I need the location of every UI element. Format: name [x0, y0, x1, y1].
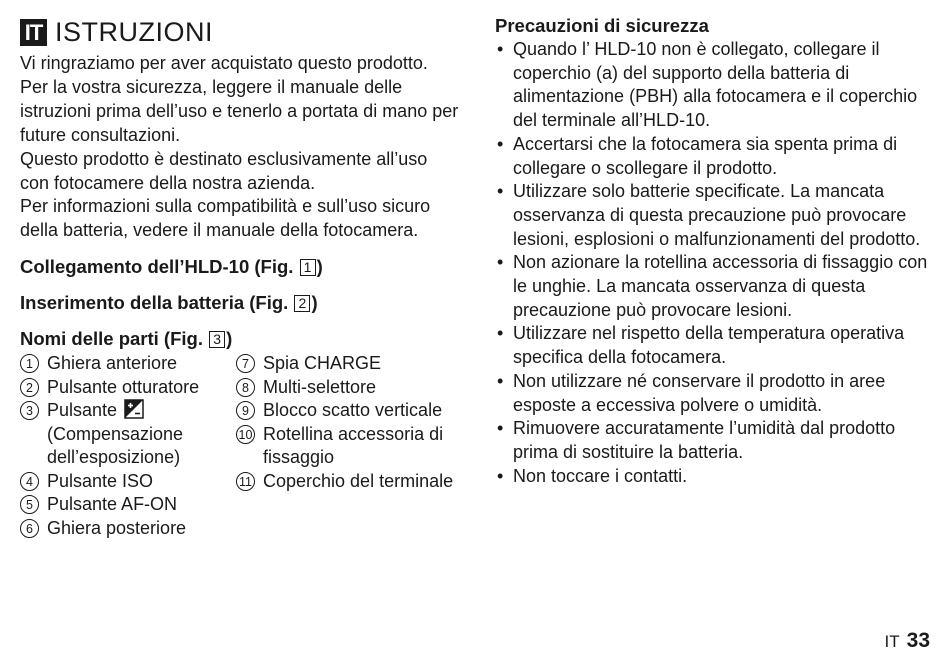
safety-item: • Utilizzare solo batterie specificate. La mancata osservanza di questa precauzione può provocare lesioni, esplosioni o malfunzionamenti del prodotto. — [495, 180, 935, 251]
intro-text — [20, 52, 460, 243]
safety-item: • Quando l’ HLD-10 non è collegato, collegare il coperchio (a) del supporto della batteria di alimentazione (PBH) alla fotocamera e il coperchio del terminale all’HLD-10. — [495, 38, 935, 133]
safety-item: • Non toccare i contatti. — [495, 465, 935, 489]
part-number: 6 — [20, 519, 39, 538]
part-item — [20, 517, 235, 541]
figure-ref-box: 3 — [209, 331, 225, 348]
part-label: Pulsante otturatore — [47, 376, 200, 397]
part-item — [236, 399, 466, 423]
part-label: Pulsante — [47, 400, 118, 421]
safety-item: • Non utilizzare né conservare il prodotto in aree esposte a eccessiva polvere o umidità. — [495, 370, 935, 417]
page-title: ISTRUZIONI — [55, 16, 213, 47]
exposure-compensation-icon — [124, 399, 144, 419]
page-number-value: 33 — [906, 629, 930, 652]
parts-column-left — [20, 352, 235, 540]
page-number — [885, 629, 930, 653]
part-number: 7 — [236, 354, 255, 373]
section-heading-safety: Precauzioni di sicurezza — [495, 15, 709, 36]
part-number: 8 — [236, 378, 255, 397]
part-label: Pulsante ISO — [47, 470, 154, 491]
figure-ref-box: 1 — [300, 259, 316, 276]
part-item — [236, 423, 466, 470]
page-lang: IT — [884, 632, 900, 651]
part-number: 2 — [20, 378, 39, 397]
part-number: 3 — [20, 401, 39, 420]
safety-list — [495, 38, 935, 488]
safety-item: • Accertarsi che la fotocamera sia spenta prima di collegare o scollegare il prodotto. — [495, 133, 935, 180]
part-number: 5 — [20, 495, 39, 514]
title-row — [20, 14, 460, 50]
figure-ref-box: 2 — [294, 295, 310, 312]
part-item — [20, 399, 235, 470]
part-label: Coperchio del terminale — [263, 470, 454, 491]
intro-paragraph: Questo prodotto è destinato esclusivamente all’uso con fotocamere della nostra azienda. — [20, 148, 428, 193]
parts-list — [20, 352, 460, 552]
part-label: Multi-selettore — [263, 376, 377, 397]
part-number: 10 — [236, 425, 255, 444]
part-number: 4 — [20, 472, 39, 491]
part-item — [236, 376, 466, 400]
part-item — [20, 376, 235, 400]
left-column — [20, 14, 460, 552]
safety-item: • Non azionare la rotellina accessoria di fissaggio con le unghie. La mancata osservanza di questa precauzione può provocare lesioni. — [495, 251, 935, 322]
part-label: Ghiera anteriore — [47, 353, 178, 374]
intro-paragraph: Vi ringraziamo per aver acquistato questo prodotto. Per la vostra sicurezza, leggere il manuale delle istruzioni prima dell’uso e tenerlo a portata di mano per future consultazioni. — [20, 53, 459, 145]
right-column — [495, 14, 935, 488]
section-heading-connection: Collegamento dell’HLD-10 (Fig. 1 ) — [20, 256, 323, 278]
part-label-note: (Compensazione dell’esposizione) — [47, 423, 184, 468]
part-item — [20, 493, 235, 517]
part-label: Rotellina accessoria di fissaggio — [263, 423, 444, 468]
part-label: Ghiera posteriore — [47, 517, 187, 538]
part-label: Pulsante AF-ON — [47, 494, 178, 515]
part-label: Blocco scatto verticale — [263, 400, 443, 421]
part-item — [20, 352, 235, 376]
section-heading-battery: Inserimento della batteria (Fig. 2 ) — [20, 292, 318, 314]
language-badge: IT — [20, 19, 47, 46]
intro-paragraph: Per informazioni sulla compatibilità e sull’uso sicuro della batteria, vedere il manuale della fotocamera. — [20, 196, 431, 241]
part-item — [20, 470, 235, 494]
part-number: 1 — [20, 354, 39, 373]
section-heading-parts: Nomi delle parti (Fig. 3 ) — [20, 328, 233, 350]
part-label: Spia CHARGE — [263, 353, 382, 374]
part-item — [236, 470, 466, 494]
part-number: 9 — [236, 401, 255, 420]
safety-item: • Rimuovere accuratamente l’umidità dal prodotto prima di sostituire la batteria. — [495, 417, 935, 464]
safety-item: • Utilizzare nel rispetto della temperatura operativa specifica della fotocamera. — [495, 322, 935, 369]
part-number: 11 — [236, 472, 255, 491]
parts-column-right — [236, 352, 466, 493]
part-item — [236, 352, 466, 376]
